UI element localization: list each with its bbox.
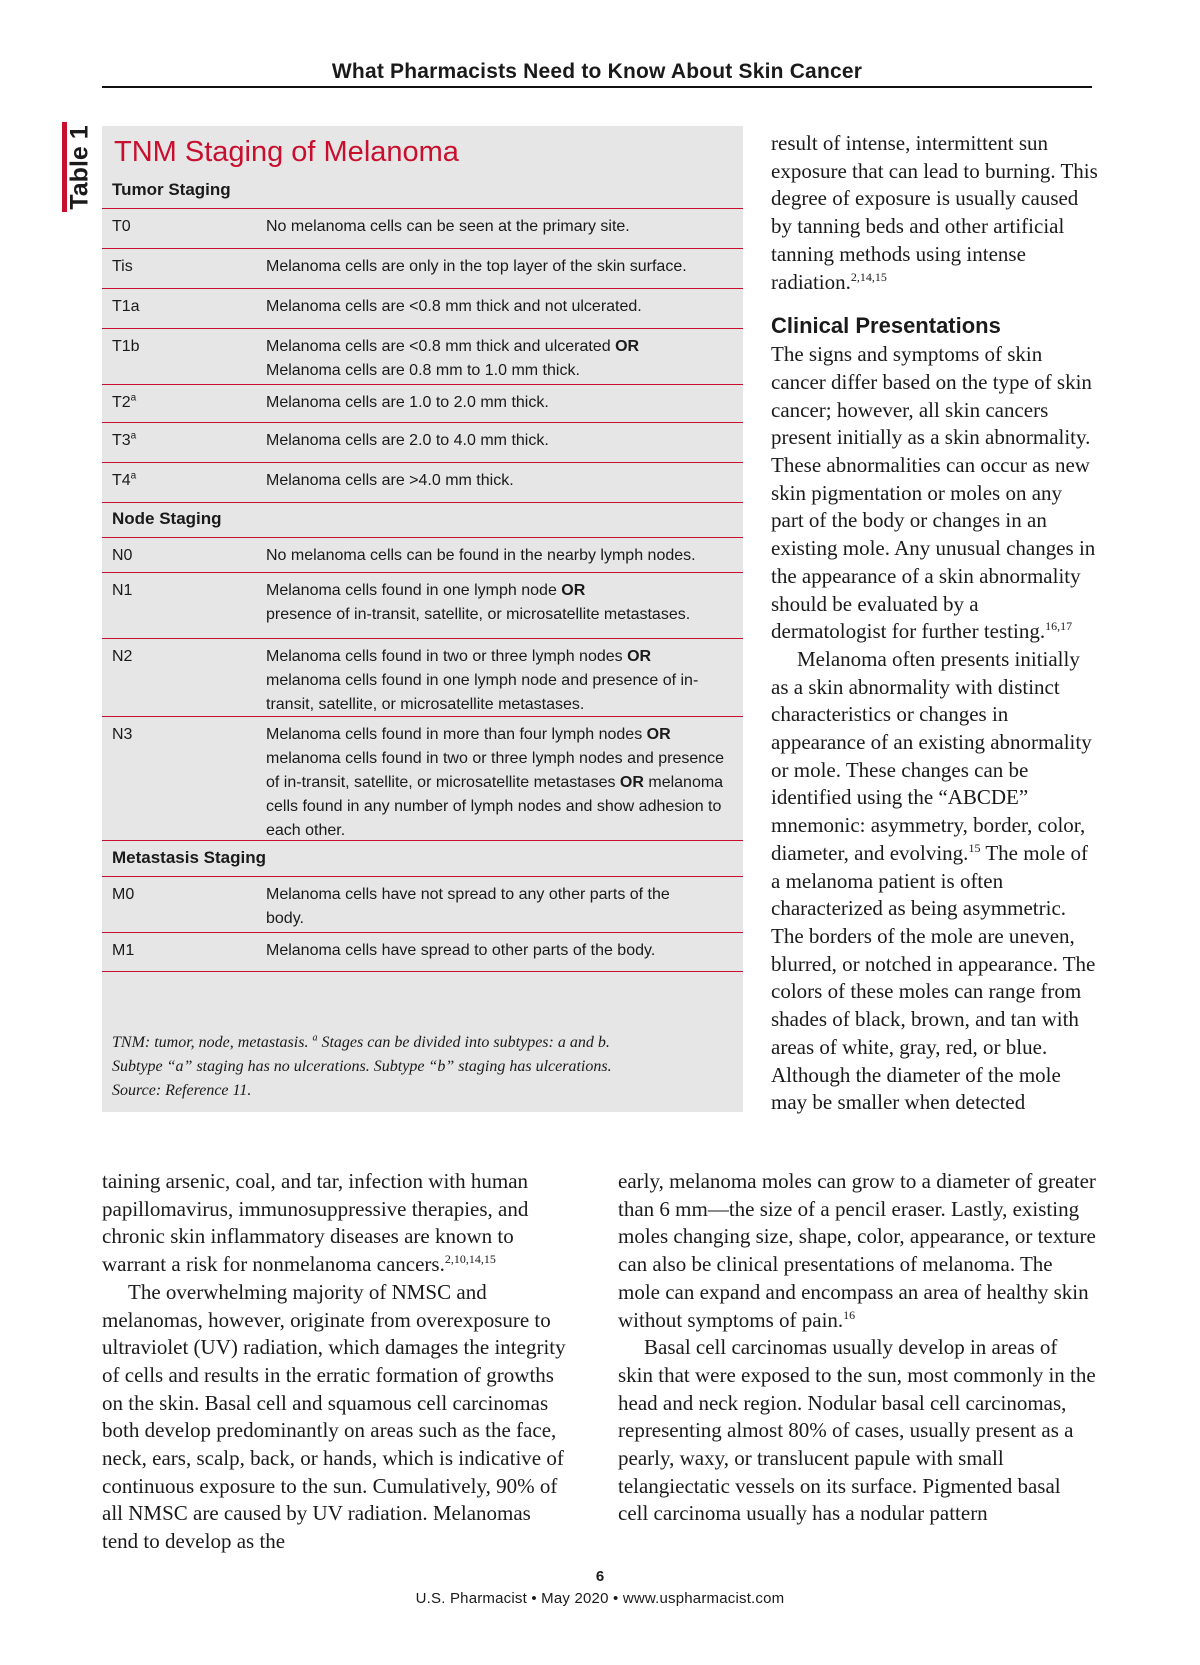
table-row [102,208,743,248]
right-column [771,130,1099,1117]
or-keyword: OR [619,774,644,791]
body-paragraph: The overwhelming majority of NMSC and melanomas, however, originate from overexposure to ultraviolet (UV) radiation, which damages the integrity of cells and results in the erratic formation of growths on the skin. Basal cell and squamous cell carcinomas both develop predominantly on areas such as the face, neck, ears, scalp, back, or hands, which is indicative of continuous exposure to the sun. Cumulatively, 90% of all NMSC are caused by UV radiation. Melanomas tend to develop as the [102,1279,566,1554]
stage-description: Melanoma cells are 1.0 to 2.0 mm thick. [266,394,549,411]
page-footer: U.S. Pharmacist • May 2020 • www.uspharmacist.com [415,1590,785,1607]
stage-code: T0 [112,218,131,235]
table-row [102,328,743,384]
stage-code: Tis [112,258,133,275]
table-row [102,537,743,572]
stage-code: T1b [112,338,140,355]
stage-description: Melanoma cells have not spread to any other parts of the body. [266,886,670,927]
stage-description: Melanoma cells are 2.0 to 4.0 mm thick. [266,432,549,449]
stage-description: Melanoma cells found in one lymph node OR presence of in-transit, satellite, or microsatellite metastases. [266,582,691,623]
section-row [102,840,743,876]
section-metastasis-staging: Metastasis Staging [112,848,266,867]
or-keyword: OR [615,338,640,355]
table-tab [62,122,98,212]
section-node-staging: Node Staging [112,509,222,528]
stage-description: Melanoma cells are <0.8 mm thick and ulcerated OR Melanoma cells are 0.8 mm to 1.0 mm thick. [266,338,640,379]
stage-code: N0 [112,547,133,564]
body-paragraph: result of intense, intermittent sun exposure that can lead to burning. This degree of exposure is usually caused by tanning beds and other artificial tanning methods using intense radiation.$^{2,14,15}$ [771,131,1098,294]
table-footnote: TNM: tumor, node, metastasis. $^a$ Stages can be divided into subtypes: a and b. Subtype “a” staging has no ulcerations. Subtype “b” staging has ulcerations. Source: Reference 11. [112,1032,612,1099]
table-title: TNM Staging of Melanoma [114,136,459,168]
tnm-staging-table [102,126,743,1112]
table-row [102,876,743,932]
section-heading: Clinical Presentations [771,313,1001,339]
table-row [102,716,743,840]
stage-description: Melanoma cells found in two or three lymph nodes OR melanoma cells found in one lymph node and presence of in-transit, satellite, or microsatellite metastases. [266,648,699,713]
stage-code: N3 [112,726,133,743]
stage-description: No melanoma cells can be found in the nearby lymph nodes. [266,547,696,564]
stage-code: N2 [112,648,133,665]
table-row [102,384,743,422]
bottom-left-column [102,1168,572,1556]
table-tab-label: Table 1 [65,124,94,210]
section-row [102,502,743,537]
stage-description: Melanoma cells are >4.0 mm thick. [266,472,514,489]
section-tumor-staging: Tumor Staging [112,180,231,199]
bottom-right-column [618,1168,1096,1528]
body-paragraph: taining arsenic, coal, and tar, infection with human papillomavirus, immunosuppressive therapies, and chronic skin inflammatory diseases are known to warrant a risk for nonmelanoma cancers.$^{2,10,14,15}$ [102,1169,529,1277]
body-paragraph: early, melanoma moles can grow to a diameter of greater than 6 mm—the size of a pencil eraser. Lastly, existing moles changing size, shape, color, appearance, or texture can also be clinical presentations of melanoma. The mole can expand and encompass an area of healthy skin without symptoms of pain.$^{16}$ [618,1169,1096,1332]
stage-description: Melanoma cells have spread to other parts of the body. [266,942,656,959]
running-head: What Pharmacists Need to Know About Skin Cancer [102,58,1092,88]
body-paragraph: Basal cell carcinomas usually develop in areas of skin that were exposed to the sun, most commonly in the head and neck region. Nodular basal cell carcinomas, representing almost 80% of cases, usually present as a pearly, waxy, or translucent papule with small telangiectatic vessels on its surface. Pigmented basal cell carcinoma usually has a nodular pattern [618,1335,1096,1526]
page-number: 6 [595,1568,605,1585]
body-paragraph: Melanoma often presents initially as a skin abnormality with distinct characteristics or changes in appearance of an existing abnormality or mole. These changes can be identified using the “ABCDE” mnemonic: asymmetry, border, color, diameter, and evolving.$^{15}$ The mole of a melanoma patient is often characterized as being asymmetric. The borders of the mole are uneven, blurred, or notched in appearance. The colors of these moles can range from shades of black, brown, and tan with areas of white, gray, red, or blue. Although the diameter of the mole may be smaller when detected [771,646,1096,1115]
body-paragraph: The signs and symptoms of skin cancer differ based on the type of skin cancer; however, all skin cancers present initially as a skin abnormality. These abnormalities can occur as new skin pigmentation or moles on any part of the body or changes in an existing mole. Any unusual changes in the appearance of a skin abnormality should be evaluated by a dermatologist for further testing.$^{16,17}$ [771,342,1096,644]
or-keyword: OR [646,726,671,743]
table-row [102,248,743,288]
stage-code: N1 [112,582,133,599]
table-row [102,932,743,972]
or-keyword: OR [627,648,652,665]
stage-code: T2$^a$ [112,392,137,411]
table-row [102,638,743,716]
table-row [102,422,743,462]
stage-description: Melanoma cells are <0.8 mm thick and not ulcerated. [266,298,642,315]
stage-code: T1a [112,298,140,315]
stage-code: M1 [112,942,135,959]
stage-code: M0 [112,886,135,903]
stage-code: T4$^a$ [112,470,137,489]
table-row [102,462,743,502]
or-keyword: OR [561,582,586,599]
stage-description: No melanoma cells can be seen at the primary site. [266,218,630,235]
stage-description: Melanoma cells are only in the top layer of the skin surface. [266,258,687,275]
stage-description: Melanoma cells found in more than four lymph nodes OR melanoma cells found in two or three lymph nodes and presence of in-transit, satellite, or microsatellite metastases OR melanoma cells found in any number of lymph nodes and show adhesion to each other. [266,726,725,839]
table-row [102,572,743,638]
table-row [102,288,743,328]
stage-code: T3$^a$ [112,430,137,449]
